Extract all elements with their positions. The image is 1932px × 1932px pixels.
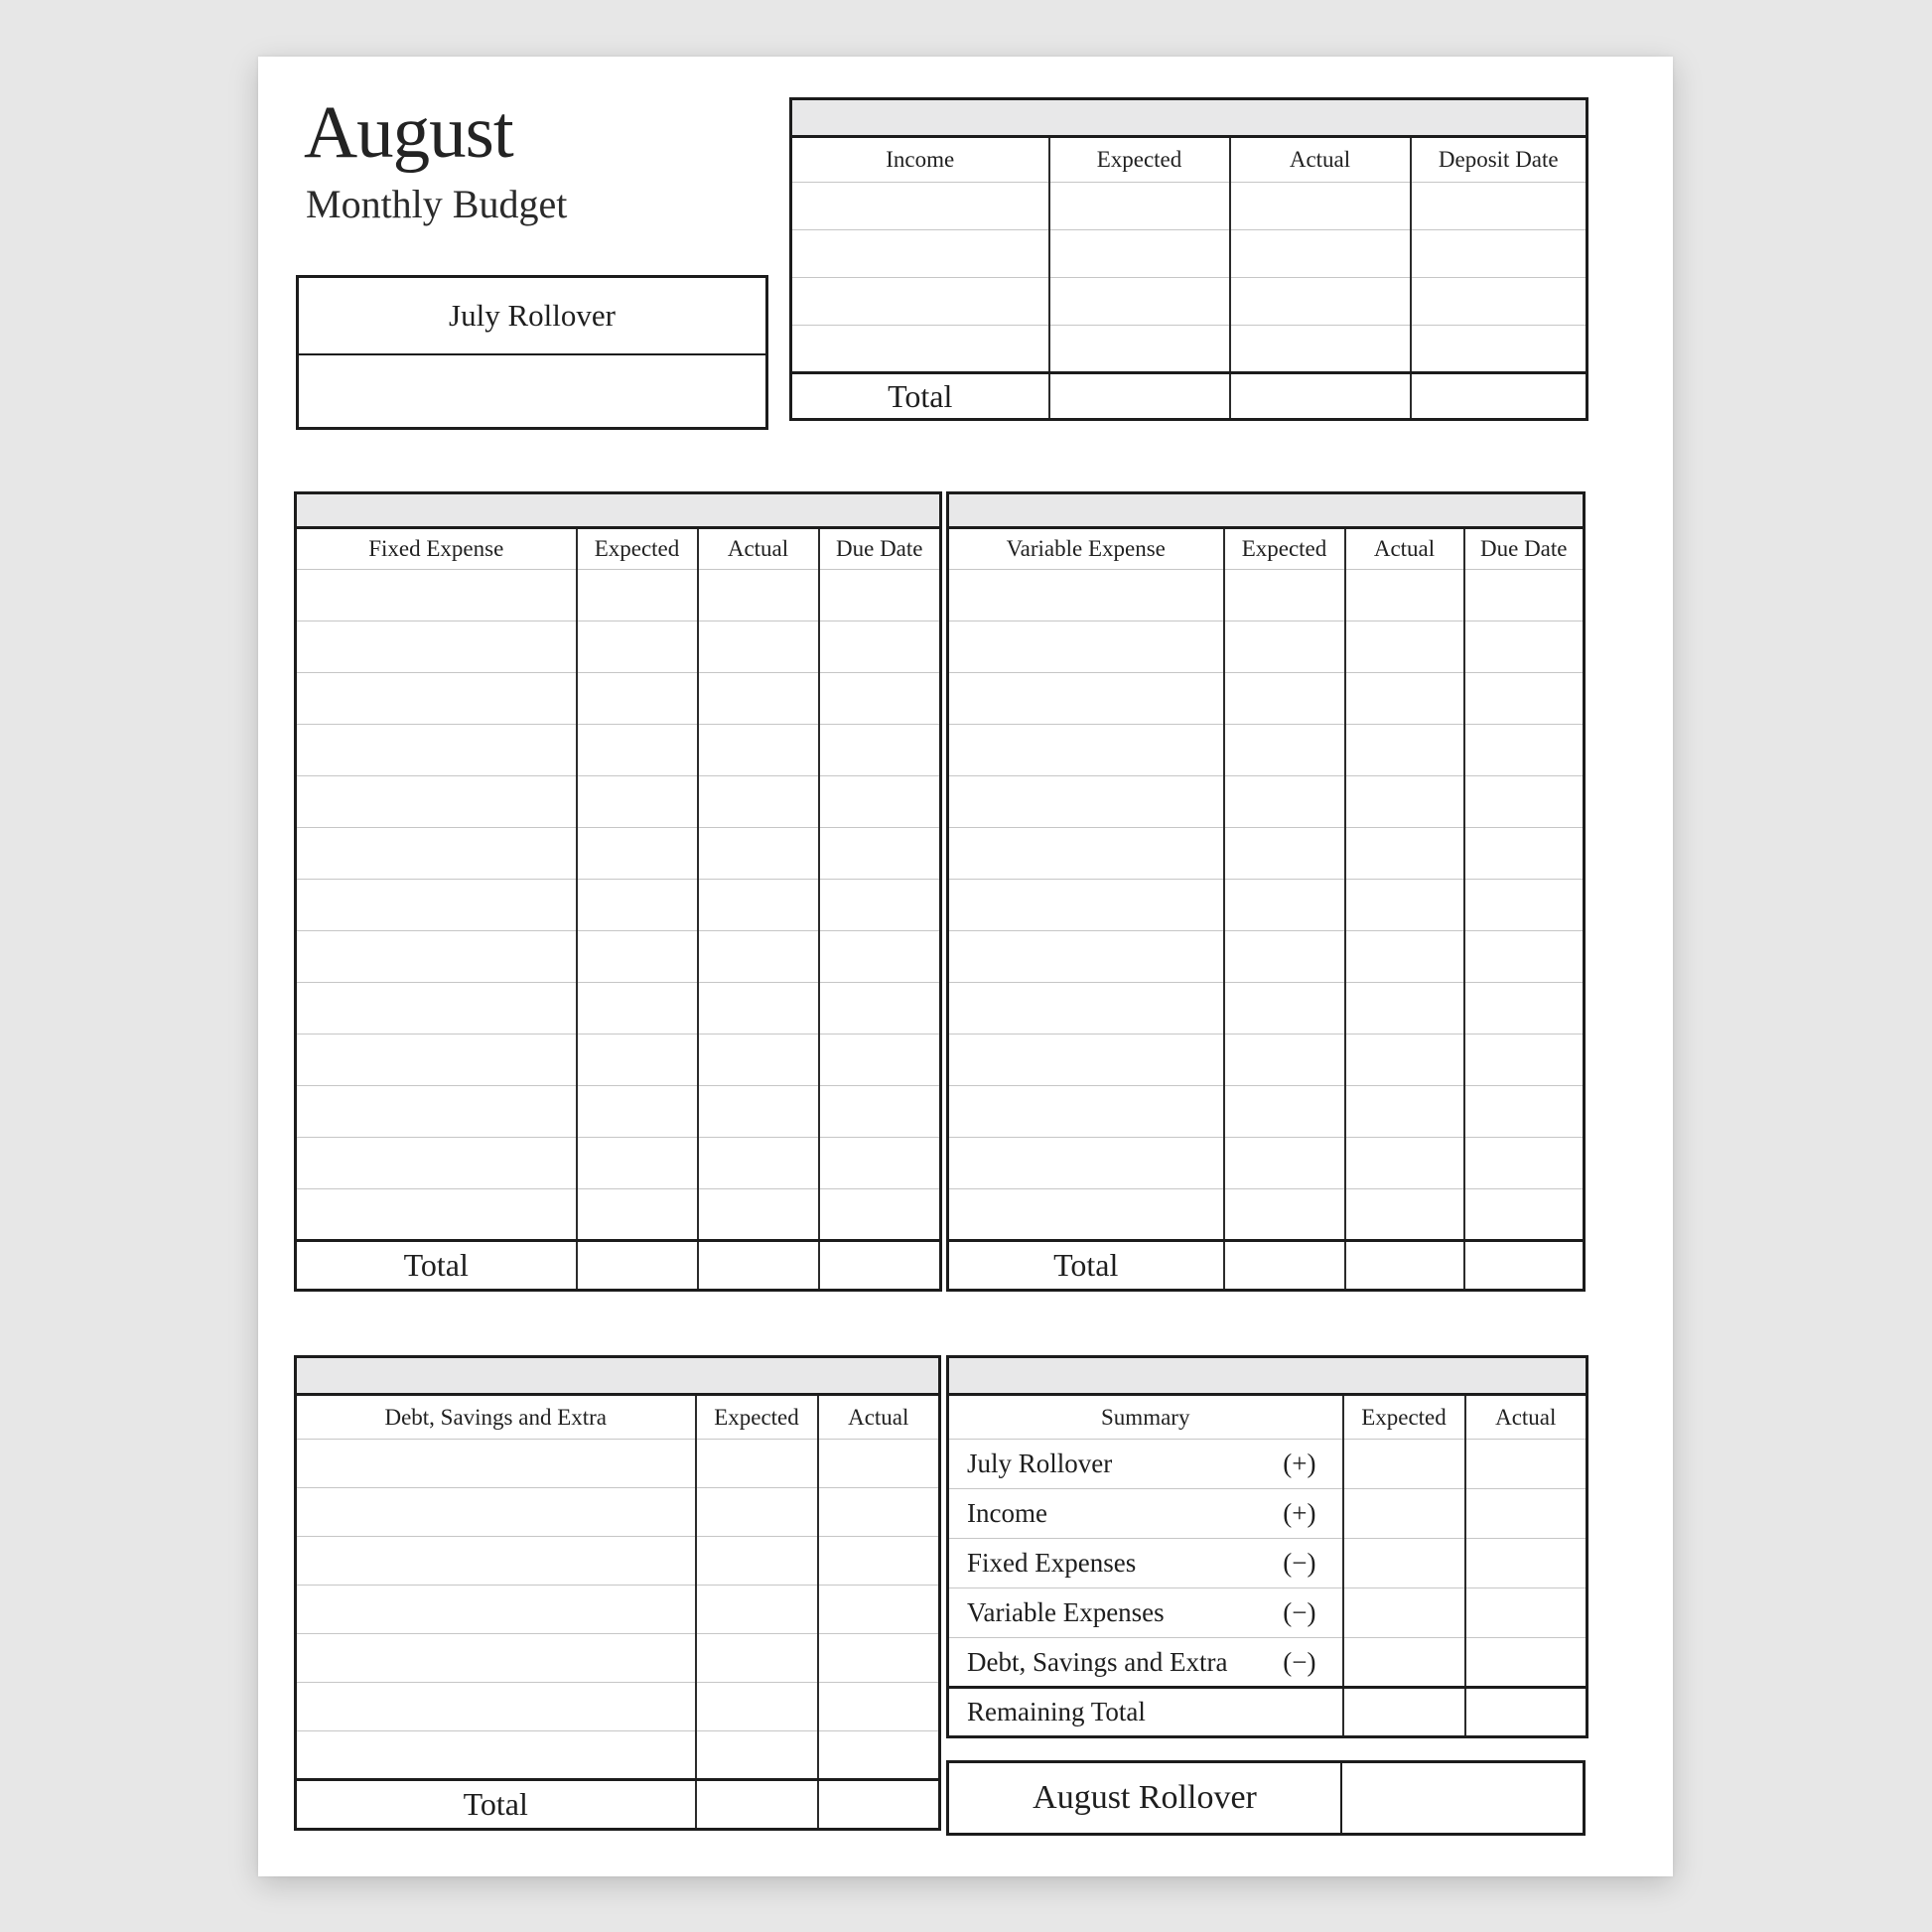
empty-cell (1411, 183, 1587, 230)
empty-cell (296, 1731, 696, 1780)
column-header-variable-expense: Variable Expense (948, 528, 1224, 570)
empty-cell (698, 1138, 819, 1189)
empty-cell (1224, 1086, 1345, 1138)
empty-row (948, 931, 1585, 983)
total-value-cell (1230, 373, 1411, 420)
empty-cell (1411, 278, 1587, 326)
empty-cell (1230, 230, 1411, 278)
empty-cell (577, 725, 698, 776)
summary-expected-cell (1343, 1688, 1465, 1737)
empty-cell (818, 1634, 940, 1683)
empty-cell (819, 931, 941, 983)
empty-cell (1224, 1035, 1345, 1086)
empty-row (296, 1586, 940, 1634)
empty-cell (1464, 673, 1585, 725)
summary-actual-cell (1465, 1688, 1587, 1737)
empty-cell (698, 880, 819, 931)
variable-title-band (948, 493, 1585, 528)
column-header-actual: Actual (1345, 528, 1464, 570)
empty-cell (819, 725, 941, 776)
summary-actual-cell (1465, 1440, 1587, 1489)
empty-row (296, 1731, 940, 1780)
empty-cell (296, 931, 577, 983)
debt-header-row (296, 1395, 940, 1440)
empty-row (296, 725, 941, 776)
empty-cell (1345, 1189, 1464, 1241)
empty-cell (577, 673, 698, 725)
column-header-expected: Expected (696, 1395, 818, 1440)
income-total-row (791, 373, 1587, 420)
empty-cell (948, 621, 1224, 673)
empty-row (296, 1537, 940, 1586)
debt-savings-table (294, 1355, 941, 1831)
empty-cell (698, 1035, 819, 1086)
empty-row (948, 725, 1585, 776)
empty-cell (698, 1086, 819, 1138)
empty-cell (819, 673, 941, 725)
empty-cell (948, 570, 1224, 621)
empty-cell (1345, 1138, 1464, 1189)
empty-cell (1345, 880, 1464, 931)
empty-cell (296, 673, 577, 725)
debt-title-band (296, 1357, 940, 1395)
empty-cell (818, 1440, 940, 1488)
empty-cell (577, 828, 698, 880)
empty-cell (296, 570, 577, 621)
empty-cell (819, 828, 941, 880)
empty-cell (818, 1537, 940, 1586)
empty-cell (296, 983, 577, 1035)
empty-cell (1224, 931, 1345, 983)
summary-row-label: Debt, Savings and Extra (967, 1646, 1228, 1677)
empty-cell (577, 1189, 698, 1241)
column-header-due-date: Due Date (836, 536, 923, 561)
empty-cell (1464, 880, 1585, 931)
column-header-expected: Expected (1343, 1395, 1465, 1440)
empty-cell (1345, 1035, 1464, 1086)
empty-cell (1464, 725, 1585, 776)
empty-cell (819, 983, 941, 1035)
summary-row (948, 1489, 1587, 1539)
total-label: Total (948, 1241, 1224, 1291)
fixed-header-row (296, 528, 941, 570)
empty-cell (948, 828, 1224, 880)
total-value-cell (696, 1780, 818, 1830)
empty-cell (1411, 230, 1587, 278)
empty-row (948, 776, 1585, 828)
empty-row (296, 621, 941, 673)
empty-cell (696, 1537, 818, 1586)
empty-cell (1230, 183, 1411, 230)
empty-cell (791, 278, 1049, 326)
empty-cell (1224, 725, 1345, 776)
empty-row (296, 1086, 941, 1138)
empty-cell (818, 1586, 940, 1634)
income-header-row (791, 137, 1587, 183)
empty-cell (296, 1634, 696, 1683)
empty-cell (1464, 931, 1585, 983)
empty-row (948, 1035, 1585, 1086)
empty-cell (1230, 278, 1411, 326)
column-header-deposit-date: Deposit Date (1438, 147, 1559, 172)
empty-cell (1345, 673, 1464, 725)
empty-cell (1345, 983, 1464, 1035)
empty-row (948, 880, 1585, 931)
empty-cell (698, 725, 819, 776)
summary-title-band (948, 1357, 1587, 1395)
empty-cell (818, 1731, 940, 1780)
empty-cell (1345, 776, 1464, 828)
empty-cell (791, 326, 1049, 373)
empty-cell (948, 1086, 1224, 1138)
empty-row (948, 673, 1585, 725)
empty-cell (577, 931, 698, 983)
total-value-cell (819, 1241, 941, 1291)
income-table (789, 97, 1588, 421)
empty-cell (1464, 983, 1585, 1035)
empty-cell (1345, 570, 1464, 621)
empty-cell (819, 621, 941, 673)
column-header-actual: Actual (848, 1404, 909, 1430)
empty-cell (1224, 673, 1345, 725)
empty-cell (698, 673, 819, 725)
empty-row (296, 1189, 941, 1241)
total-value-cell (818, 1780, 940, 1830)
empty-row (791, 183, 1587, 230)
empty-cell (1224, 880, 1345, 931)
july-rollover-label: July Rollover (299, 278, 765, 355)
empty-cell (1224, 828, 1345, 880)
summary-row (948, 1440, 1587, 1489)
empty-cell (1224, 570, 1345, 621)
total-value-cell (1224, 1241, 1345, 1291)
empty-cell (1049, 278, 1230, 326)
empty-cell (577, 1138, 698, 1189)
empty-cell (818, 1683, 940, 1731)
empty-cell (948, 1189, 1224, 1241)
empty-cell (1345, 931, 1464, 983)
empty-cell (698, 776, 819, 828)
empty-row (296, 880, 941, 931)
page-subtitle: Monthly Budget (306, 182, 568, 226)
summary-row-sign: (−) (1283, 1548, 1316, 1578)
summary-actual-cell (1465, 1539, 1587, 1588)
empty-cell (296, 1086, 577, 1138)
empty-cell (1345, 621, 1464, 673)
empty-cell (948, 931, 1224, 983)
summary-header-row (948, 1395, 1587, 1440)
empty-cell (1345, 828, 1464, 880)
summary-expected-cell (1343, 1539, 1465, 1588)
summary-row-sign: (−) (1283, 1597, 1316, 1627)
total-value-cell (1464, 1241, 1585, 1291)
empty-cell (948, 1138, 1224, 1189)
empty-row (296, 1035, 941, 1086)
summary-expected-cell (1343, 1638, 1465, 1688)
total-label: Total (791, 373, 1049, 420)
variable-header-row (948, 528, 1585, 570)
summary-row-label: July Rollover (967, 1449, 1113, 1478)
empty-cell (696, 1683, 818, 1731)
empty-row (296, 1683, 940, 1731)
total-label: Total (296, 1780, 696, 1830)
column-header-income: Income (791, 137, 1049, 183)
fixed-title-band (296, 493, 941, 528)
column-header-summary: Summary (948, 1395, 1343, 1440)
variable-total-row (948, 1241, 1585, 1291)
empty-cell (698, 983, 819, 1035)
empty-row (948, 828, 1585, 880)
empty-cell (698, 621, 819, 673)
empty-cell (296, 1683, 696, 1731)
empty-cell (819, 880, 941, 931)
empty-cell (1049, 230, 1230, 278)
empty-cell (296, 621, 577, 673)
summary-row (948, 1539, 1587, 1588)
income-title-band (791, 99, 1587, 137)
total-value-cell (698, 1241, 819, 1291)
empty-cell (1345, 1086, 1464, 1138)
empty-cell (296, 725, 577, 776)
fixed-expense-table (294, 491, 942, 1292)
empty-cell (948, 725, 1224, 776)
empty-row (296, 931, 941, 983)
empty-row (296, 570, 941, 621)
empty-cell (296, 776, 577, 828)
total-label: Total (296, 1241, 577, 1291)
summary-table (946, 1355, 1588, 1738)
empty-cell (1049, 326, 1230, 373)
summary-actual-cell (1465, 1638, 1587, 1688)
summary-expected-cell (1343, 1588, 1465, 1638)
empty-cell (296, 1189, 577, 1241)
empty-row (948, 1138, 1585, 1189)
column-header-expected: Expected (1049, 137, 1230, 183)
empty-cell (1464, 570, 1585, 621)
empty-cell (818, 1488, 940, 1537)
empty-cell (696, 1440, 818, 1488)
empty-cell (296, 1488, 696, 1537)
page-title: August (304, 91, 513, 174)
empty-cell (948, 983, 1224, 1035)
empty-cell (577, 776, 698, 828)
summary-row-label: Fixed Expenses (967, 1548, 1137, 1578)
column-header-expected: Expected (577, 528, 698, 570)
column-header-expected: Expected (1224, 528, 1345, 570)
empty-row (296, 776, 941, 828)
empty-row (296, 673, 941, 725)
empty-row (296, 1138, 941, 1189)
empty-row (296, 983, 941, 1035)
empty-cell (1464, 1035, 1585, 1086)
august-rollover-label: August Rollover (949, 1763, 1342, 1833)
empty-row (791, 326, 1587, 373)
empty-cell (948, 1035, 1224, 1086)
empty-cell (698, 570, 819, 621)
empty-cell (296, 1440, 696, 1488)
august-rollover-box (946, 1760, 1586, 1836)
empty-cell (1464, 828, 1585, 880)
empty-cell (948, 673, 1224, 725)
empty-cell (696, 1488, 818, 1537)
empty-row (791, 278, 1587, 326)
remaining-total-row (948, 1688, 1587, 1737)
variable-expense-table (946, 491, 1586, 1292)
empty-cell (1411, 326, 1587, 373)
august-rollover-value-cell (1342, 1763, 1583, 1833)
empty-cell (819, 1189, 941, 1241)
empty-cell (296, 1537, 696, 1586)
empty-cell (819, 1035, 941, 1086)
empty-cell (819, 1138, 941, 1189)
empty-row (296, 1440, 940, 1488)
budget-page (258, 57, 1673, 1876)
empty-cell (948, 776, 1224, 828)
empty-cell (698, 828, 819, 880)
column-header-actual: Actual (1495, 1404, 1557, 1430)
total-value-cell (577, 1241, 698, 1291)
empty-row (296, 828, 941, 880)
column-header-actual: Actual (1230, 137, 1411, 183)
empty-cell (819, 776, 941, 828)
total-value-cell (1049, 373, 1230, 420)
summary-expected-cell (1343, 1489, 1465, 1539)
empty-cell (1230, 326, 1411, 373)
summary-row-sign: (+) (1283, 1449, 1316, 1478)
empty-cell (948, 880, 1224, 931)
july-rollover-box (296, 275, 768, 430)
empty-cell (819, 570, 941, 621)
empty-cell (577, 880, 698, 931)
empty-cell (577, 983, 698, 1035)
empty-cell (1464, 1189, 1585, 1241)
remaining-total-label: Remaining Total (967, 1697, 1146, 1726)
empty-cell (296, 1035, 577, 1086)
summary-row (948, 1588, 1587, 1638)
empty-cell (791, 230, 1049, 278)
fixed-total-row (296, 1241, 941, 1291)
empty-row (948, 570, 1585, 621)
summary-expected-cell (1343, 1440, 1465, 1489)
empty-row (948, 1189, 1585, 1241)
empty-cell (1224, 983, 1345, 1035)
empty-row (948, 621, 1585, 673)
summary-row-sign: (+) (1283, 1498, 1316, 1528)
empty-cell (1345, 725, 1464, 776)
empty-cell (696, 1634, 818, 1683)
empty-cell (577, 1035, 698, 1086)
empty-cell (296, 1138, 577, 1189)
empty-cell (577, 621, 698, 673)
summary-actual-cell (1465, 1489, 1587, 1539)
empty-cell (1224, 621, 1345, 673)
summary-row-label: Variable Expenses (967, 1597, 1165, 1627)
empty-cell (1464, 1138, 1585, 1189)
empty-cell (696, 1731, 818, 1780)
debt-total-row (296, 1780, 940, 1830)
column-header-actual: Actual (698, 528, 819, 570)
empty-cell (698, 1189, 819, 1241)
empty-row (296, 1634, 940, 1683)
empty-cell (1464, 776, 1585, 828)
empty-cell (696, 1586, 818, 1634)
empty-row (948, 1086, 1585, 1138)
empty-cell (1224, 1138, 1345, 1189)
empty-cell (1049, 183, 1230, 230)
empty-row (791, 230, 1587, 278)
empty-cell (577, 1086, 698, 1138)
total-value-cell (1345, 1241, 1464, 1291)
summary-row (948, 1638, 1587, 1688)
empty-row (296, 1488, 940, 1537)
empty-cell (698, 931, 819, 983)
empty-cell (577, 570, 698, 621)
total-value-cell (1411, 373, 1587, 420)
empty-cell (819, 1086, 941, 1138)
empty-cell (296, 880, 577, 931)
empty-cell (296, 828, 577, 880)
empty-cell (791, 183, 1049, 230)
summary-actual-cell (1465, 1588, 1587, 1638)
empty-row (948, 983, 1585, 1035)
empty-cell (1464, 621, 1585, 673)
column-header-debt-savings: Debt, Savings and Extra (296, 1395, 696, 1440)
column-header-due-date: Due Date (1480, 536, 1568, 561)
empty-cell (296, 1586, 696, 1634)
empty-cell (1464, 1086, 1585, 1138)
summary-row-label: Income (967, 1498, 1047, 1528)
summary-row-sign: (−) (1283, 1646, 1316, 1677)
column-header-fixed-expense: Fixed Expense (296, 528, 577, 570)
empty-cell (1224, 1189, 1345, 1241)
empty-cell (1224, 776, 1345, 828)
